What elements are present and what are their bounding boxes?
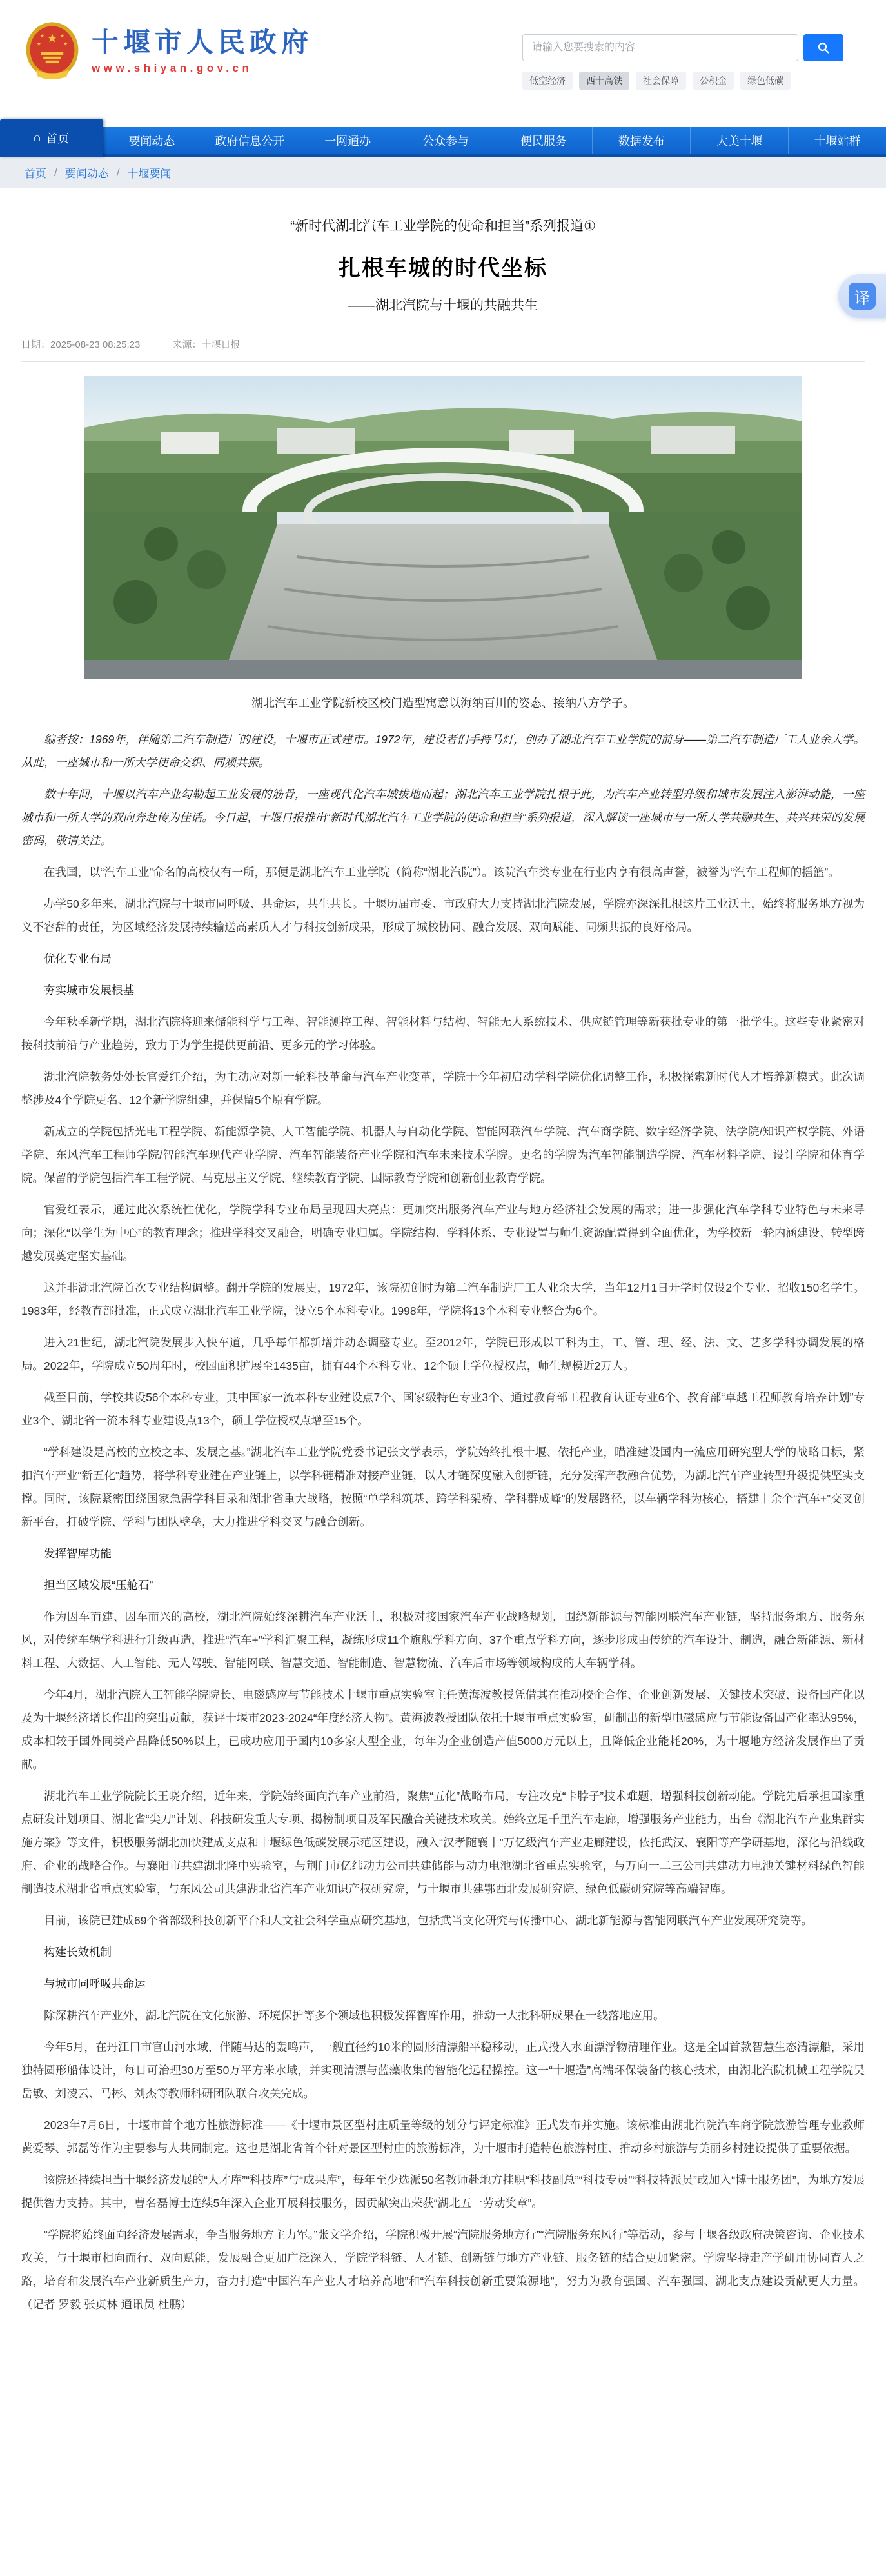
nav-item-label: 一网通办 <box>324 134 371 148</box>
section-subheading: 担当区域发展“压舱石” <box>44 1579 153 1592</box>
image-caption: 湖北汽车工业学院新校区校门造型寓意以海纳百川的姿态、接纳八方学子。 <box>251 697 635 710</box>
nav-item-一网通办[interactable] <box>299 127 397 154</box>
hot-tag[interactable]: 绿色低碳 <box>740 72 791 90</box>
article-paragraph: 进入21世纪，湖北汽院发展步入快车道，几乎每年都新增并动态调整专业。至2012年，学院已形成以工科为主，工、管、理、经、法、文、艺多学科协调发展的格局。2022年，学院成立50周年时，校园面积扩展至1435亩，拥有44个本科专业、12个硕士学位授权点，师生规模近2万人。 <box>21 1336 865 1372</box>
hot-tag[interactable]: 低空经济 <box>522 72 573 90</box>
article-body <box>21 728 865 2316</box>
article-subtitle: ——湖北汽院与十堰的共融共生 <box>348 298 538 313</box>
article-paragraph: 截至目前，学校共设56个本科专业，其中国家一流本科专业建设点7个、国家级特色专业3个、通过教育部工程教育认证专业6个、教育部“卓越工程师教育培养计划”专业3个、湖北省一流本科专业建设点13个，硕士学位授权点增至15个。 <box>21 1391 865 1427</box>
national-emblem-icon <box>25 21 80 83</box>
section-heading: 构建长效机制 <box>44 1946 112 1959</box>
nav-item-label: 首页 <box>46 132 70 145</box>
article-image <box>84 376 802 679</box>
nav-item-label: 大美十堰 <box>716 134 763 148</box>
section-subheading: 与城市同呼吸共命运 <box>44 1977 146 1990</box>
nav-item-十堰站群[interactable] <box>789 127 886 154</box>
search-input[interactable] <box>522 34 798 61</box>
svg-text:★: ★ <box>36 41 41 47</box>
article-paragraph: “学科建设是高校的立校之本、发展之基。”湖北汽车工业学院党委书记张文学表示，学院始终扎根十堰、依托产业，瞄准建设国内一流应用研究型大学的战略目标，紧扣汽车产业“新五化”趋势，将学科专业建在产业链上，以学科链精准对接产业链，以人才链深度融入创新链，充分发挥产教融合优势，为湖北汽车产业转型升级提供坚实支撑。同时，该院紧密围绕国家急需学科目录和湖北省重大战略，按照“单学科筑基、跨学科架桥、学科群成峰”的发展路径，以车辆学科为核心，搭建十余个“汽车+”交叉创新平台，打破学院、学科与团队壁垒，大力推进学科交叉与融合创新。 <box>21 1446 865 1528</box>
article-paragraph: 办学50多年来，湖北汽院与十堰市同呼吸、共命运，共生共长。十堰历届市委、市政府大力支持湖北汽院发展，学院亦深深扎根这片工业沃土，始终将服务地方视为义不容辞的责任，为区域经济发展持续输送高素质人才与科技创新成果，形成了城校协同、融合发展、双向赋能、同频共振的良好格局。 <box>21 897 865 934</box>
article-paragraph: 今年4月，湖北汽院人工智能学院院长、电磁感应与节能技术十堰市重点实验室主任黄海波教授凭借其在推动校企合作、企业创新发展、关键技术突破、设备国产化以及为十堰经济增长作出的突出贡献，获评十堰市2023-2024“年度经济人物”。黄海波教授团队依托十堰市重点实验室，研制出的新型电磁感应与节能设备国产化率达95%，成本相较于国外同类产品降低50%以上，已成功应用于国内10多家大型企业，每年为企业创造产值5000万元以上，且降低企业能耗20%，为十堰地方经济发展作出了贡献。 <box>21 1688 865 1771</box>
editor-note: 数十年间，十堰以汽车产业勾勒起工业发展的筋骨，一座现代化汽车城拔地而起；湖北汽车工业学院扎根于此，为汽车产业转型升级和城市发展注入澎湃动能，一座城市和一所大学的双向奔赴传为佳话。今日起，十堰日报推出“新时代湖北汽车工业学院的使命和担当”系列报道，深入解读一座城市与一所大学共融共生、共兴共荣的发展密码，敬请关注。 <box>21 788 865 847</box>
article-paragraph: “学院将始终面向经济发展需求，争当服务地方主力军。”张文学介绍，学院积极开展“汽院服务地方行”“汽院服务东风行”等活动，参与十堰各级政府决策咨询、企业技术攻关，与十堰市相向而行、双向赋能，发展融合更加广泛深入，学院学科链、人才链、创新链与地方产业链、服务链的结合更加紧密。学院坚持走产学研用协同育人之路，培育和发展汽车产业新质生产力，奋力打造“中国汽车产业人才培养高地”和“汽车科技创新重要策源地”，努力为教育强国、汽车强国、湖北支点建设贡献更大力量。（记者 罗毅 张贞林 通讯员 杜鹏） <box>21 2228 865 2311</box>
article-paragraph: 在我国，以“汽车工业”命名的高校仅有一所，那便是湖北汽车工业学院（简称“湖北汽院”）。该院汽车类专业在行业内享有很高声誉，被誉为“汽车工程师的摇篮”。 <box>44 866 840 879</box>
home-icon: ⌂ <box>33 131 41 145</box>
section-subheading: 夯实城市发展根基 <box>44 984 134 997</box>
nav-item-数据发布[interactable] <box>593 127 691 154</box>
nav-item-label: 要闻动态 <box>128 134 175 148</box>
hot-tag[interactable]: 公积金 <box>693 72 734 90</box>
page-title: 扎根车城的时代坐标 <box>339 256 547 281</box>
nav-item-label: 公众参与 <box>422 134 469 148</box>
section-heading: 优化专业布局 <box>44 952 112 965</box>
article-paragraph: 目前，该院已建成69个省部级科技创新平台和人文社会科学重点研究基地，包括武当文化研究与传播中心、湖北新能源与智能网联汽车产业发展研究院等。 <box>44 1914 812 1927</box>
translate-icon: 译 <box>849 283 876 310</box>
article-meta <box>21 334 865 362</box>
site-url: www.shiyan.gov.cn <box>92 62 253 75</box>
svg-text:★: ★ <box>46 32 58 46</box>
hot-tag[interactable]: 社会保障 <box>636 72 686 90</box>
search-button[interactable] <box>803 34 843 61</box>
date-label: 日期： <box>21 339 51 350</box>
breadcrumb-link-十堰要闻[interactable]: 十堰要闻 <box>127 168 172 180</box>
nav-item-要闻动态[interactable] <box>103 127 201 154</box>
source-label: 来源： <box>172 339 202 350</box>
breadcrumb-separator: / <box>54 166 57 179</box>
main-navigation <box>0 127 886 157</box>
nav-item-公众参与[interactable] <box>397 127 495 154</box>
svg-text:★: ★ <box>63 41 68 47</box>
breadcrumb-separator: / <box>116 166 120 179</box>
nav-item-便民服务[interactable] <box>495 127 593 154</box>
article-paragraph: 官爱红表示，通过此次系统性优化，学院学科专业布局呈现四大亮点：更加突出服务汽车产业与地方经济社会发展的需求；进一步强化汽车学科专业特色与未来导向；深化“以学生为中心”的教育理念；推进学科交叉融合，明确专业归属。学院结构、学科体系、专业设置与师生资源配置得到全面优化，为学校新一轮内涵建设、转型跨越发展奠定坚实基础。 <box>21 1203 865 1263</box>
nav-item-政府信息公开[interactable] <box>201 127 299 154</box>
article-paragraph: 作为因车而建、因车而兴的高校，湖北汽院始终深耕汽车产业沃土，积极对接国家汽车产业战略规划，围绕新能源与智能网联汽车产业链，坚持服务地方、服务东风，对传统车辆学科进行升级再造，推进“汽车+”学科汇聚工程，凝练形成11个旗舰学科方向、37个重点学科方向，逐步形成由传统的汽车设计、制造，融合新能源、新材料工程、大数据、人工智能、无人驾驶、智能网联、智慧交通、智能制造、智慧物流、汽车后市场等领域构成的大车辆学科。 <box>21 1610 865 1670</box>
article-series-line: “新时代湖北汽车工业学院的使命和担当”系列报道① <box>290 219 596 234</box>
section-heading: 发挥智库功能 <box>44 1547 112 1560</box>
translate-widget[interactable] <box>838 274 886 318</box>
site-logo[interactable] <box>25 21 313 83</box>
hot-tag[interactable]: 西十高铁 <box>579 72 629 90</box>
nav-item-label: 十堰站群 <box>814 134 861 148</box>
article-paragraph: 新成立的学院包括光电工程学院、新能源学院、人工智能学院、机器人与自动化学院、智能网联汽车学院、汽车商学院、数字经济学院、法学院/知识产权学院、外语学院、东风汽车工程师学院/智能汽车现代产业学院、汽车智能装备产业学院和汽车未来技术学院。更名的学院为汽车智能制造学院、汽车材料学院、设计学院和体育学院。保留的学院包括汽车工程学院、马克思主义学院、继续教育学院、国际教育学院和创新创业教育学院。 <box>21 1125 865 1184</box>
breadcrumb <box>0 157 886 188</box>
search-area <box>522 34 864 90</box>
hot-search-tags <box>522 72 864 90</box>
nav-item-label: 数据发布 <box>618 134 665 148</box>
nav-item-大美十堰[interactable] <box>691 127 789 154</box>
breadcrumb-link-首页[interactable]: 首页 <box>25 168 46 180</box>
site-name: 十堰市人民政府 <box>92 28 313 58</box>
editor-note: 编者按：1969年，伴随第二汽车制造厂的建设，十堰市正式建市。1972年，建设者们手持马灯，创办了湖北汽车工业学院的前身——第二汽车制造厂工人业余大学。从此，一座城市和一所大学使命交织、同频共振。 <box>21 733 865 769</box>
article-paragraph: 这并非湖北汽院首次专业结构调整。翻开学院的发展史，1972年，该院初创时为第二汽车制造厂工人业余大学，当年12月1日开学时仅设2个专业、招收150名学生。1983年，经教育部批准，正式成立湖北汽车工业学院，设立5个本科专业。1998年，学院将13个本科专业整合为6个。 <box>21 1281 865 1317</box>
breadcrumb-link-要闻动态[interactable]: 要闻动态 <box>64 168 109 180</box>
nav-item-首页[interactable] <box>0 119 103 157</box>
svg-text:★: ★ <box>40 33 44 39</box>
article-date: 2025-08-23 08:25:23 <box>50 339 141 350</box>
article-paragraph: 湖北汽车工业学院院长王晓介绍，近年来，学院始终面向汽车产业前沿，聚焦“五化”战略布局，专注攻克“卡脖子”技术难题，增强科技创新动能。学院先后承担国家重点研发计划项目、湖北省“尖刀”计划、科技研发重大专项、揭榜制项目及军民融合关键技术攻关。始终立足千里汽车走廊，增强服务产业能力，出台《湖北汽车产业集群实施方案》等文件，积极服务湖北加快建成支点和十堰绿色低碳发展示范区建设，融入“汉孝随襄十”万亿级汽车产业走廊建设，依托武汉、襄阳等产学研基地，深化与沿线政府、企业的战略合作。与襄阳市共建湖北隆中实验室，与荆门市亿纬动力公司共建储能与动力电池湖北省重点实验室，与万向一二三公司共建动力电池关键材料绿色智能制造技术湖北省重点实验室，与东风公司共建湖北省汽车产业知识产权研究院，与十堰市共建鄂西北发展研究院、绿色低碳研究院等高端智库。 <box>21 1790 865 1895</box>
search-icon <box>817 41 830 54</box>
article-paragraph: 今年秋季新学期，湖北汽院将迎来储能科学与工程、智能测控工程、智能材料与结构、智能无人系统技术、供应链管理等新获批专业的第一批学生。这些专业紧密对接科技前沿与产业趋势，致力于为学生提供更前沿、更多元的学习体验。 <box>21 1015 865 1052</box>
nav-item-label: 政府信息公开 <box>215 134 285 148</box>
article-paragraph: 除深耕汽车产业外，湖北汽院在文化旅游、环境保护等多个领域也积极发挥智库作用，推动一大批科研成果在一线落地应用。 <box>44 2009 665 2022</box>
article-container <box>0 188 886 2350</box>
svg-text:★: ★ <box>60 33 64 39</box>
nav-item-label: 便民服务 <box>520 134 567 148</box>
site-header <box>0 0 886 127</box>
article-paragraph: 该院还持续担当十堰经济发展的“人才库”“科技库”与“成果库”，每年至少选派50名教师赴地方挂职“科技副总”“科技专员”“科技特派员”或加入“博士服务团”，为地方发展提供智力支持。其中，曹名磊博士连续5年深入企业开展科技服务，因贡献突出荣获“湖北五一劳动奖章”。 <box>21 2173 865 2210</box>
article-source: 十堰日报 <box>201 339 241 350</box>
article-paragraph: 2023年7月6日，十堰市首个地方性旅游标准——《十堰市景区型村庄质量等级的划分与评定标准》正式发布并实施。该标准由湖北汽院汽车商学院旅游管理专业教师黄爱琴、郭磊等作为主要参与人共同制定。这也是湖北省首个针对景区型村庄的旅游标准，为十堰市打造特色旅游村庄、推动乡村旅游与美丽乡村建设提供了重要依据。 <box>21 2119 865 2155</box>
article-paragraph: 湖北汽院教务处处长官爱红介绍，为主动应对新一轮科技革命与汽车产业变革，学院于今年初启动学科学院优化调整工作，积极探索新时代人才培养新模式。此次调整涉及4个学院更名、12个新学院组建，并保留5个原有学院。 <box>21 1070 865 1106</box>
article-paragraph: 今年5月，在丹江口市官山河水域，伴随马达的轰鸣声，一艘直径约10米的圆形清漂船平稳移动，正式投入水面漂浮物清理作业。这是全国首款智慧生态清漂船，采用独特圆形船体设计，每日可治理30万至50万平方米水域，并实现清漂与蓝藻收集的智能化远程操控。这一“十堰造”高端环保装备的核心技术，由湖北汽院机械工程学院吴岳敏、刘凌云、马彬、刘杰等教师科研团队联合攻关完成。 <box>21 2041 865 2100</box>
